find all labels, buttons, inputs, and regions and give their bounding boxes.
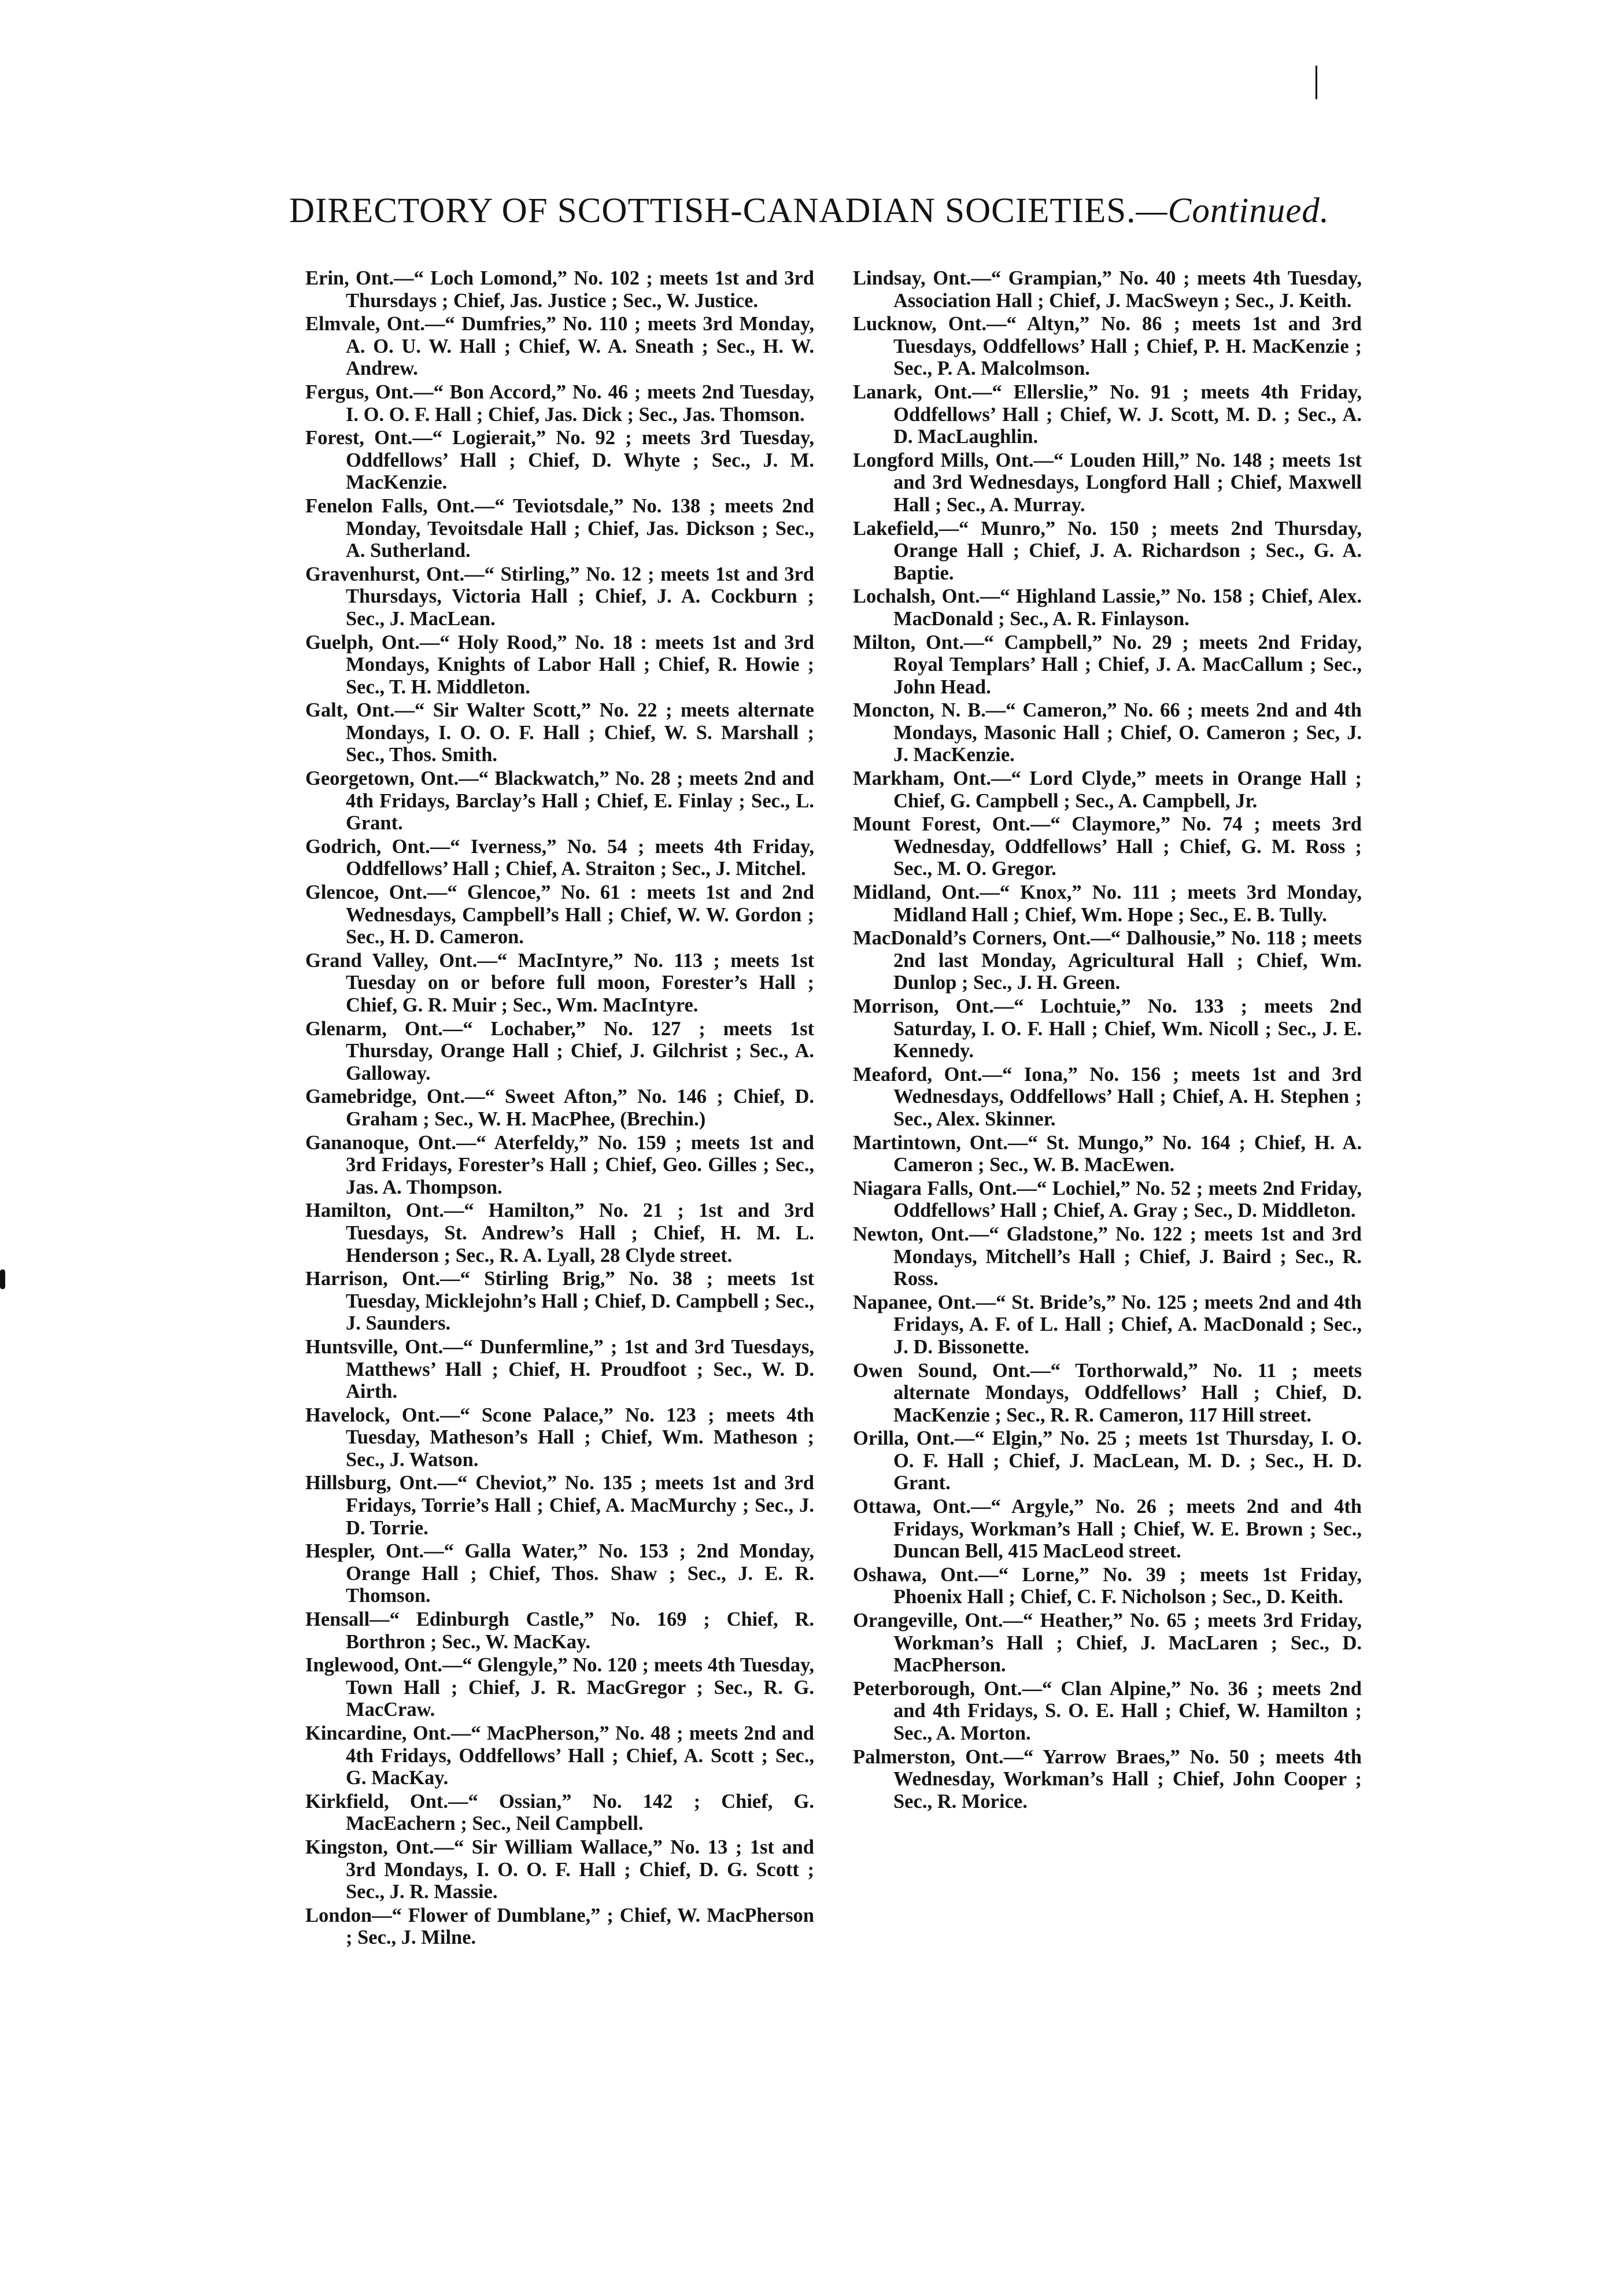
directory-entry: Grand Valley, Ont.—“ MacIntyre,” No. 113 ; meets 1st Tuesday on or before full moon, Forester’s Hall ; Chief, G. R. Muir ; Sec., Wm. MacIntyre. [305, 949, 814, 1016]
directory-entry: Longford Mills, Ont.—“ Louden Hill,” No. 148 ; meets 1st and 3rd Wednesdays, Longford Hall ; Chief, Maxwell Hall ; Sec., A. Murray. [853, 449, 1362, 516]
directory-entry: Elmvale, Ont.—“ Dumfries,” No. 110 ; meets 3rd Monday, A. O. U. W. Hall ; Chief, W. A. Sneath ; Sec., H. W. Andrew. [305, 313, 814, 380]
directory-entry: Godrich, Ont.—“ Iverness,” No. 54 ; meets 4th Friday, Oddfellows’ Hall ; Chief, A. Straiton ; Sec., J. Mitchel. [305, 835, 814, 880]
directory-entry: Palmerston, Ont.—“ Yarrow Braes,” No. 50 ; meets 4th Wednesday, Workman’s Hall ; Chief, John Cooper ; Sec., R. Morice. [853, 1745, 1362, 1813]
directory-entry: Hespler, Ont.—“ Galla Water,” No. 153 ; 2nd Monday, Orange Hall ; Chief, Thos. Shaw ; Sec., J. E. R. Thomson. [305, 1540, 814, 1607]
title-text: DIRECTORY OF SCOTTISH-CANADIAN SOCIETIES. [289, 191, 1136, 230]
directory-entry: Kirkfield, Ont.—“ Ossian,” No. 142 ; Chief, G. MacEachern ; Sec., Neil Campbell. [305, 1790, 814, 1835]
directory-entry: Lindsay, Ont.—“ Grampian,” No. 40 ; meets 4th Tuesday, Association Hall ; Chief, J. MacSweyn ; Sec., J. Keith. [853, 267, 1362, 312]
directory-entry: Inglewood, Ont.—“ Glengyle,” No. 120 ; meets 4th Tuesday, Town Hall ; Chief, J. R. MacGregor ; Sec., R. G. MacCraw. [305, 1654, 814, 1721]
directory-entry: Forest, Ont.—“ Logierait,” No. 92 ; meets 3rd Tuesday, Oddfellows’ Hall ; Chief, D. Whyte ; Sec., J. M. MacKenzie. [305, 427, 814, 494]
directory-entry: Georgetown, Ont.—“ Blackwatch,” No. 28 ; meets 2nd and 4th Fridays, Barclay’s Hall ; Chief, E. Finlay ; Sec., L. Grant. [305, 767, 814, 835]
directory-entry: Newton, Ont.—“ Gladstone,” No. 122 ; meets 1st and 3rd Mondays, Mitchell’s Hall ; Chief, J. Baird ; Sec., R. Ross. [853, 1223, 1362, 1290]
directory-entry: Fenelon Falls, Ont.—“ Teviotsdale,” No. 138 ; meets 2nd Monday, Tevoitsdale Hall ; Chief, Jas. Dickson ; Sec., A. Sutherland. [305, 494, 814, 562]
directory-entry: Huntsville, Ont.—“ Dunfermline,” ; 1st and 3rd Tuesdays, Matthews’ Hall ; Chief, H. Proudfoot ; Sec., W. D. Airth. [305, 1335, 814, 1403]
directory-entry: Harrison, Ont.—“ Stirling Brig,” No. 38 ; meets 1st Tuesday, Micklejohn’s Hall ; Chief, D. Campbell ; Sec., J. Saunders. [305, 1268, 814, 1335]
directory-entry: Lochalsh, Ont.—“ Highland Lassie,” No. 158 ; Chief, Alex. MacDonald ; Sec., A. R. Finlayson. [853, 585, 1362, 630]
directory-entry: Hillsburg, Ont.—“ Cheviot,” No. 135 ; meets 1st and 3rd Fridays, Torrie’s Hall ; Chief, A. MacMurchy ; Sec., J. D. Torrie. [305, 1472, 814, 1539]
directory-entry: Havelock, Ont.—“ Scone Palace,” No. 123 ; meets 4th Tuesday, Matheson’s Hall ; Chief, Wm. Matheson ; Sec., J. Watson. [305, 1404, 814, 1471]
directory-entry: Owen Sound, Ont.—“ Torthorwald,” No. 11 ; meets alternate Mondays, Oddfellows’ Hall ; Chief, D. MacKenzie ; Sec., R. R. Cameron, 117 Hill street. [853, 1359, 1362, 1426]
directory-entry: Markham, Ont.—“ Lord Clyde,” meets in Orange Hall ; Chief, G. Campbell ; Sec., A. Campbell, Jr. [853, 767, 1362, 812]
directory-entry: Peterborough, Ont.—“ Clan Alpine,” No. 36 ; meets 2nd and 4th Fridays, S. O. E. Hall ; Chief, W. Hamilton ; Sec., A. Morton. [853, 1677, 1362, 1744]
directory-entry: Napanee, Ont.—“ St. Bride’s,” No. 125 ; meets 2nd and 4th Fridays, A. F. of L. Hall ; Chief, A. MacDonald ; Sec., J. D. Bissonette. [853, 1291, 1362, 1358]
directory-entry: Oshawa, Ont.—“ Lorne,” No. 39 ; meets 1st Friday, Phoenix Hall ; Chief, C. F. Nicholson ; Sec., D. Keith. [853, 1563, 1362, 1608]
directory-entry: Martintown, Ont.—“ St. Mungo,” No. 164 ; Chief, H. A. Cameron ; Sec., W. B. MacEwen. [853, 1131, 1362, 1176]
directory-entry: Lakefield,—“ Munro,” No. 150 ; meets 2nd Thursday, Orange Hall ; Chief, J. A. Richardson ; Sec., G. A. Baptie. [853, 517, 1362, 584]
directory-entry: Hensall—“ Edinburgh Castle,” No. 169 ; Chief, R. Borthron ; Sec., W. MacKay. [305, 1608, 814, 1653]
directory-entry: Guelph, Ont.—“ Holy Rood,” No. 18 : meets 1st and 3rd Mondays, Knights of Labor Hall ; Chief, R. Howie ; Sec., T. H. Middleton. [305, 631, 814, 698]
directory-entry: Hamilton, Ont.—“ Hamilton,” No. 21 ; 1st and 3rd Tuesdays, St. Andrew’s Hall ; Chief, H. M. L. Henderson ; Sec., R. A. Lyall, 28 Clyde street. [305, 1199, 814, 1267]
page-mark: | [1313, 58, 1320, 99]
directory-entry: Gananoque, Ont.—“ Aterfeldy,” No. 159 ; meets 1st and 3rd Fridays, Forester’s Hall ; Chief, Geo. Gilles ; Sec., Jas. A. Thompson. [305, 1131, 814, 1198]
left-column [305, 267, 814, 1950]
directory-entry: Morrison, Ont.—“ Lochtuie,” No. 133 ; meets 2nd Saturday, I. O. F. Hall ; Chief, Wm. Nicoll ; Sec., J. E. Kennedy. [853, 995, 1362, 1062]
directory-entry: Orangeville, Ont.—“ Heather,” No. 65 ; meets 3rd Friday, Workman’s Hall ; Chief, J. MacLaren ; Sec., D. MacPherson. [853, 1610, 1362, 1677]
directory-entry: Lanark, Ont.—“ Ellerslie,” No. 91 ; meets 4th Friday, Oddfellows’ Hall ; Chief, W. J. Scott, M. D. ; Sec., A. D. MacLaughlin. [853, 381, 1362, 448]
directory-entry: Moncton, N. B.—“ Cameron,” No. 66 ; meets 2nd and 4th Mondays, Masonic Hall ; Chief, O. Cameron ; Sec, J. J. MacKenzie. [853, 699, 1362, 766]
directory-entry: Midland, Ont.—“ Knox,” No. 111 ; meets 3rd Monday, Midland Hall ; Chief, Wm. Hope ; Sec., E. B. Tully. [853, 881, 1362, 926]
directory-entry: Glencoe, Ont.—“ Glencoe,” No. 61 : meets 1st and 2nd Wednesdays, Campbell’s Hall ; Chief, W. W. Gordon ; Sec., H. D. Cameron. [305, 881, 814, 948]
directory-entry: Milton, Ont.—“ Campbell,” No. 29 ; meets 2nd Friday, Royal Templars’ Hall ; Chief, J. A. MacCallum ; Sec., John Head. [853, 631, 1362, 698]
directory-entry: Ottawa, Ont.—“ Argyle,” No. 26 ; meets 2nd and 4th Fridays, Workman’s Hall ; Chief, W. E. Brown ; Sec., Duncan Bell, 415 MacLeod street. [853, 1496, 1362, 1563]
directory-entry: Kincardine, Ont.—“ MacPherson,” No. 48 ; meets 2nd and 4th Fridays, Oddfellows’ Hall ; Chief, A. Scott ; Sec., G. MacKay. [305, 1722, 814, 1789]
directory-entry: Gravenhurst, Ont.—“ Stirling,” No. 12 ; meets 1st and 3rd Thursdays, Victoria Hall ; Chief, J. A. Cockburn ; Sec., J. MacLean. [305, 563, 814, 630]
directory-entry: Meaford, Ont.—“ Iona,” No. 156 ; meets 1st and 3rd Wednesdays, Oddfellows’ Hall ; Chief, A. H. Stephen ; Sec., Alex. Skinner. [853, 1063, 1362, 1130]
directory-entry: Orilla, Ont.—“ Elgin,” No. 25 ; meets 1st Thursday, I. O. O. F. Hall ; Chief, J. MacLean, M. D. ; Sec., H. D. Grant. [853, 1427, 1362, 1494]
directory-entry: MacDonald’s Corners, Ont.—“ Dalhousie,” No. 118 ; meets 2nd last Monday, Agricultural Hall ; Chief, Wm. Dunlop ; Sec., J. H. Green. [853, 927, 1362, 994]
directory-entry: Lucknow, Ont.—“ Altyn,” No. 86 ; meets 1st and 3rd Tuesdays, Oddfellows’ Hall ; Chief, P. H. MacKenzie ; Sec., P. A. Malcolmson. [853, 313, 1362, 380]
directory-entry: Fergus, Ont.—“ Bon Accord,” No. 46 ; meets 2nd Tuesday, I. O. O. F. Hall ; Chief, Jas. Dick ; Sec., Jas. Thomson. [305, 381, 814, 426]
directory-entry: Kingston, Ont.—“ Sir William Wallace,” No. 13 ; 1st and 3rd Mondays, I. O. O. F. Hall ; Chief, D. G. Scott ; Sec., J. R. Massie. [305, 1836, 814, 1903]
continued-text: —Continued. [1136, 191, 1330, 230]
directory-entry: Mount Forest, Ont.—“ Claymore,” No. 74 ; meets 3rd Wednesday, Oddfellows’ Hall ; Chief, G. M. Ross ; Sec., M. O. Gregor. [853, 813, 1362, 880]
page-title [289, 191, 1388, 231]
directory-entry: Gamebridge, Ont.—“ Sweet Afton,” No. 146 ; Chief, D. Graham ; Sec., W. H. MacPhee, (Brechin.) [305, 1086, 814, 1130]
directory-entry: Niagara Falls, Ont.—“ Lochiel,” No. 52 ; meets 2nd Friday, Oddfellows’ Hall ; Chief, A. Gray ; Sec., D. Middleton. [853, 1177, 1362, 1222]
directory-entry: Galt, Ont.—“ Sir Walter Scott,” No. 22 ; meets alternate Mondays, I. O. O. F. Hall ; Chief, W. S. Marshall ; Sec., Thos. Smith. [305, 699, 814, 766]
scan-margin-mark [0, 1269, 5, 1289]
directory-entry: London—“ Flower of Dumblane,” ; Chief, W. MacPherson ; Sec., J. Milne. [305, 1904, 814, 1949]
directory-entry: Glenarm, Ont.—“ Lochaber,” No. 127 ; meets 1st Thursday, Orange Hall ; Chief, J. Gilchrist ; Sec., A. Galloway. [305, 1017, 814, 1084]
directory-entry: Erin, Ont.—“ Loch Lomond,” No. 102 ; meets 1st and 3rd Thursdays ; Chief, Jas. Justice ; Sec., W. Justice. [305, 267, 814, 312]
right-column [853, 267, 1362, 1814]
